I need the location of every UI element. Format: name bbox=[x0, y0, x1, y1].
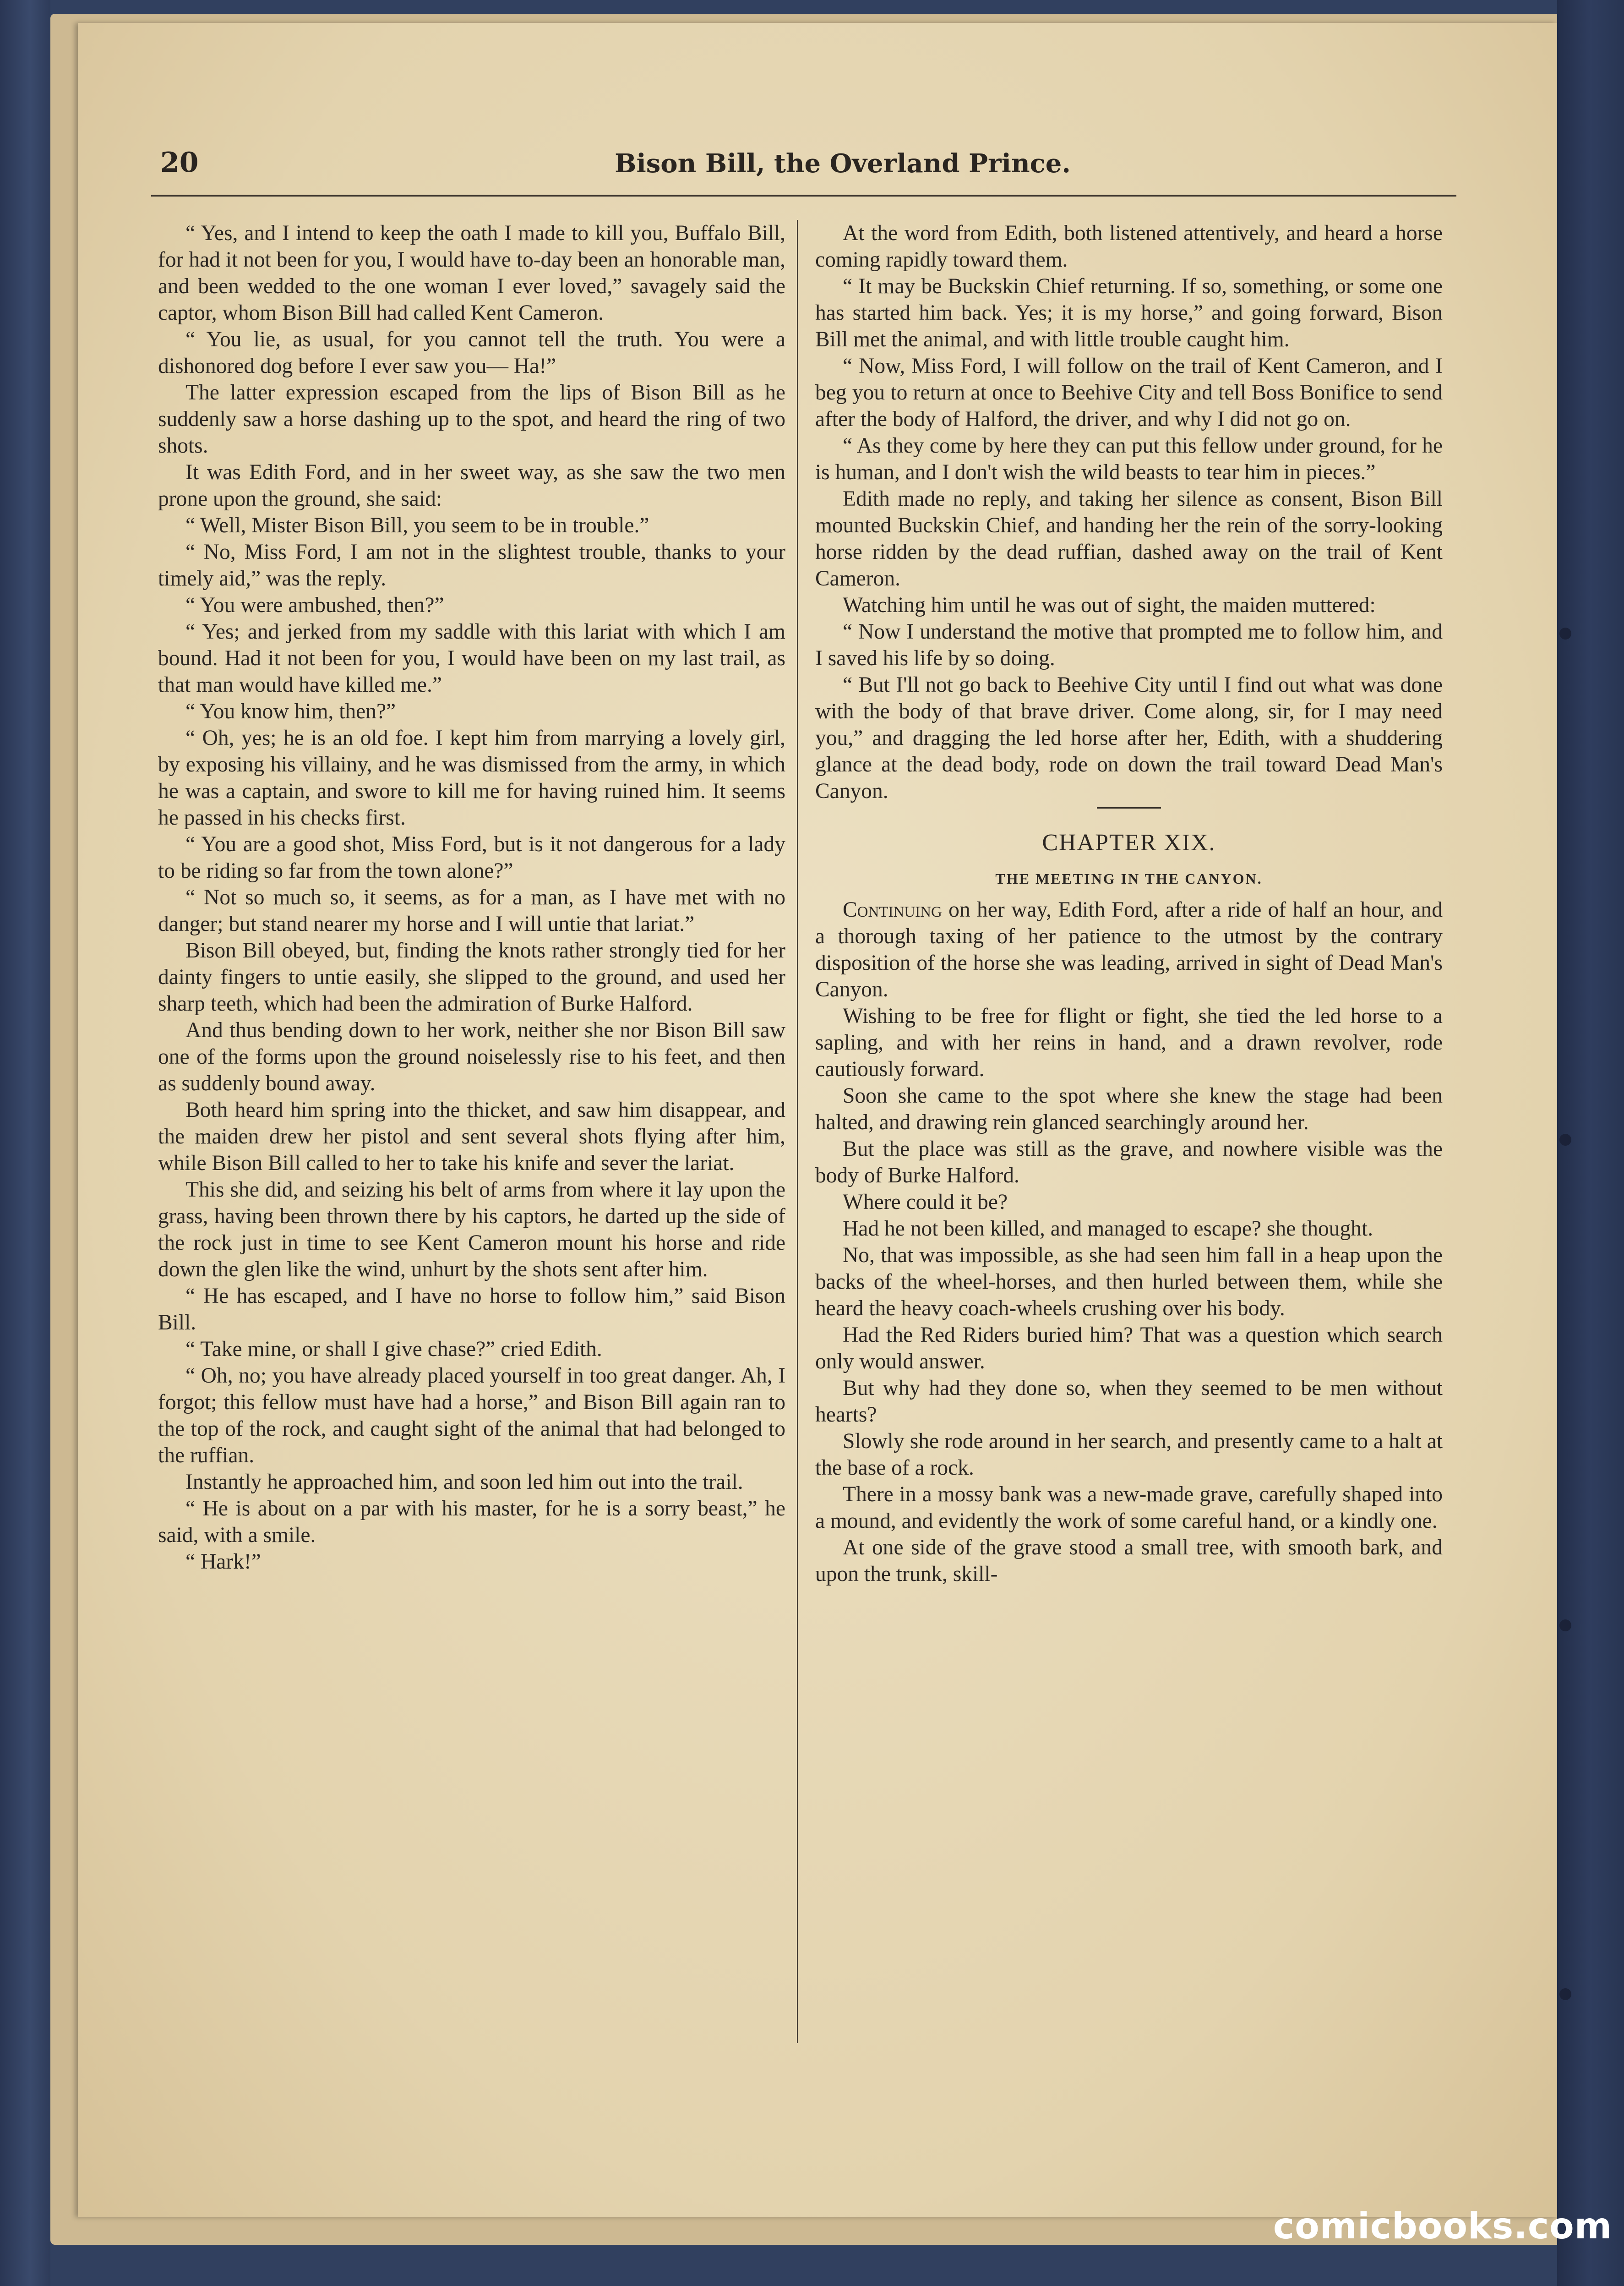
paragraph: “ Yes, and I intend to keep the oath I made to kill you, Buffalo Bill, for had it not been for you, I would have to-day been an honorable man, and been wedded to the one woman I ever loved,” savagely said the captor, whom Bison Bill had called Kent Cameron. bbox=[158, 221, 785, 325]
paragraph: “ Well, Mister Bison Bill, you seem to be in trouble.” bbox=[185, 514, 649, 537]
page-header bbox=[151, 147, 1443, 188]
paragraph: Watching him until he was out of sight, the maiden muttered: bbox=[843, 593, 1376, 617]
chapter-title: CHAPTER XIX. bbox=[1042, 830, 1216, 856]
right-column-after-chapter bbox=[815, 1003, 1443, 1587]
paragraph: “ You were ambushed, then?” bbox=[185, 593, 444, 617]
paragraph: But why had they done so, when they seemed to be men without hearts? bbox=[815, 1376, 1443, 1427]
paragraph: At one side of the grave stood a small tree, with smooth bark, and upon the trunk, skill- bbox=[815, 1536, 1443, 1586]
paragraph: Instantly he approached him, and soon led him out into the trail. bbox=[185, 1470, 743, 1494]
staple-hole-icon bbox=[1559, 1988, 1571, 2000]
paragraph: At the word from Edith, both listened attentively, and heard a horse coming rapidly toward them. bbox=[815, 221, 1443, 272]
paragraph: “ You know him, then?” bbox=[185, 700, 396, 723]
chapter-subtitle: THE MEETING IN THE CANYON. bbox=[995, 870, 1263, 887]
paragraph: Slowly she rode around in her search, and presently came to a halt at the base of a rock. bbox=[815, 1429, 1443, 1480]
paragraph: The latter expression escaped from the lips of Bison Bill as he suddenly saw a horse dashing up to the spot, and heard the ring of two shots. bbox=[158, 381, 785, 458]
paragraph: “ He has escaped, and I have no horse to follow him,” said Bison Bill. bbox=[158, 1284, 785, 1334]
paragraph: Where could it be? bbox=[843, 1190, 1008, 1214]
chapter-first-paragraph bbox=[815, 897, 1443, 1003]
paragraph: And thus bending down to her work, neither she nor Bison Bill saw one of the forms upon the ground noiselessly rise to his feet, and then as suddenly bound away. bbox=[158, 1018, 785, 1095]
paragraph: “ Hark!” bbox=[185, 1550, 261, 1574]
paragraph: Wishing to be free for flight or fight, she tied the led horse to a sapling, and with her reins in hand, and a drawn revolver, rode cautiously forward. bbox=[815, 1004, 1443, 1081]
paragraph: “ No, Miss Ford, I am not in the slightest trouble, thanks to your timely aid,” was the reply. bbox=[158, 540, 785, 591]
paragraph: Soon she came to the spot where she knew the stage had been halted, and drawing rein glanced searchingly around her. bbox=[815, 1084, 1443, 1134]
right-column-before-chapter bbox=[815, 220, 1443, 804]
right-column bbox=[815, 220, 1443, 1587]
left-background-edge bbox=[0, 0, 50, 2286]
paragraph: Both heard him spring into the thicket, and saw him disappear, and the maiden drew her pistol and sent several shots flying after him, while Bison Bill called to her to take his knife and sever the lariat. bbox=[158, 1098, 785, 1175]
paragraph: Had he not been killed, and managed to escape? she thought. bbox=[843, 1217, 1373, 1241]
paragraph: This she did, and seizing his belt of arms from where it lay upon the grass, having been thrown there by his captors, he darted up the side of the rock just in time to see Kent Cameron mount his horse and ride down the glen like the wind, unhurt by the shots sent after him. bbox=[158, 1178, 785, 1281]
paragraph: Edith made no reply, and taking her silence as consent, Bison Bill mounted Buckskin Chief, and handing her the rein of the sorry-looking horse ridden by the dead ruffian, dashed away on the trail of Kent Cameron. bbox=[815, 487, 1443, 591]
section-rule bbox=[1097, 807, 1161, 809]
paragraph: “ Oh, no; you have already placed yourself in too great danger. Ah, I forgot; this fellow must have had a horse,” and Bison Bill again ran to the top of the rock, and caught sight of the animal that had belonged to the ruffian. bbox=[158, 1364, 785, 1467]
staple-hole-icon bbox=[1559, 1134, 1571, 1146]
paragraph: “ He is about on a par with his master, for he is a sorry beast,” he said, with a smile. bbox=[158, 1497, 785, 1547]
paragraph: “ Oh, yes; he is an old foe. I kept him from marrying a lovely girl, by exposing his villainy, and he was dismissed from the army, in which he was a captain, and swore to kill me for having ruined him. It seems he passed in his checks first. bbox=[158, 726, 785, 830]
paragraph: No, that was impossible, as she had seen him fall in a heap upon the backs of the wheel-horses, and then hurled between them, while she heard the heavy coach-wheels crushing over his body. bbox=[815, 1243, 1443, 1320]
paragraph: “ You lie, as usual, for you cannot tell the truth. You were a dishonored dog before I ever saw you— Ha!” bbox=[158, 328, 785, 378]
running-title: Bison Bill, the Overland Prince. bbox=[615, 148, 1071, 179]
chapter-lead-word: Continuing bbox=[843, 898, 942, 922]
paragraph: “ Yes; and jerked from my saddle with this lariat with which I am bound. Had it not been for you, I would have been on my last trail, as that man would have killed me.” bbox=[158, 620, 785, 697]
paragraph: It was Edith Ford, and in her sweet way, as she saw the two men prone upon the ground, she said: bbox=[158, 460, 785, 511]
paragraph: Had the Red Riders buried him? That was a question which search only would answer. bbox=[815, 1323, 1443, 1373]
left-column bbox=[158, 220, 785, 1575]
staple-hole-icon bbox=[1559, 1619, 1571, 1631]
paragraph: “ It may be Buckskin Chief returning. If so, something, or some one has started him back. Yes; it is my horse,” and going forward, Bison Bill met the animal, and with little trouble caught him. bbox=[815, 274, 1443, 351]
paragraph: “ But I'll not go back to Beehive City until I find out what was done with the body of that brave driver. Come along, sir, for I may need you,” and dragging the led horse after her, Edith, with a shuddering glance at the dead body, rode on down the trail toward Dead Man's Canyon. bbox=[815, 673, 1443, 803]
paragraph: “ Now I understand the motive that prompted me to follow him, and I saved his life by so doing. bbox=[815, 620, 1443, 670]
page-number: 20 bbox=[160, 147, 199, 179]
paragraph: “ Not so much so, it seems, as for a man, as I have met with no danger; but stand nearer my horse and I will untie that lariat.” bbox=[158, 886, 785, 936]
chapter-first-paragraph-text: on her way, Edith Ford, after a ride of half an hour, and a thorough taxing of her patience to the utmost by the contrary disposition of the horse she was leading, arrived in sight of Dead Man's Canyon. bbox=[815, 898, 1443, 1001]
paragraph: “ Now, Miss Ford, I will follow on the trail of Kent Cameron, and I beg you to return at once to Beehive City and tell Boss Bonifice to send after the body of Halford, the driver, and why I did not go on. bbox=[815, 354, 1443, 431]
watermark-text: comicbooks.com bbox=[1273, 2206, 1612, 2247]
paragraph: There in a mossy bank was a new-made grave, carefully shaped into a mound, and evidently the work of some careful hand, or a kindly one. bbox=[815, 1482, 1443, 1533]
paragraph: Bison Bill obeyed, but, finding the knots rather strongly tied for her dainty fingers to untie easily, she slipped to the ground, and used her sharp teeth, which had been the admiration of Burke Halford. bbox=[158, 939, 785, 1016]
header-rule bbox=[151, 195, 1456, 197]
paragraph: “ As they come by here they can put this fellow under ground, for he is human, and I don't wish the wild beasts to tear him in pieces.” bbox=[815, 434, 1443, 484]
paragraph: “ You are a good shot, Miss Ford, but is it not dangerous for a lady to be riding so far from the town alone?” bbox=[158, 832, 785, 883]
paragraph: But the place was still as the grave, and nowhere visible was the body of Burke Halford. bbox=[815, 1137, 1443, 1187]
paragraph: “ Take mine, or shall I give chase?” cried Edith. bbox=[185, 1337, 602, 1361]
staple-hole-icon bbox=[1559, 628, 1571, 640]
column-divider bbox=[797, 220, 798, 2043]
